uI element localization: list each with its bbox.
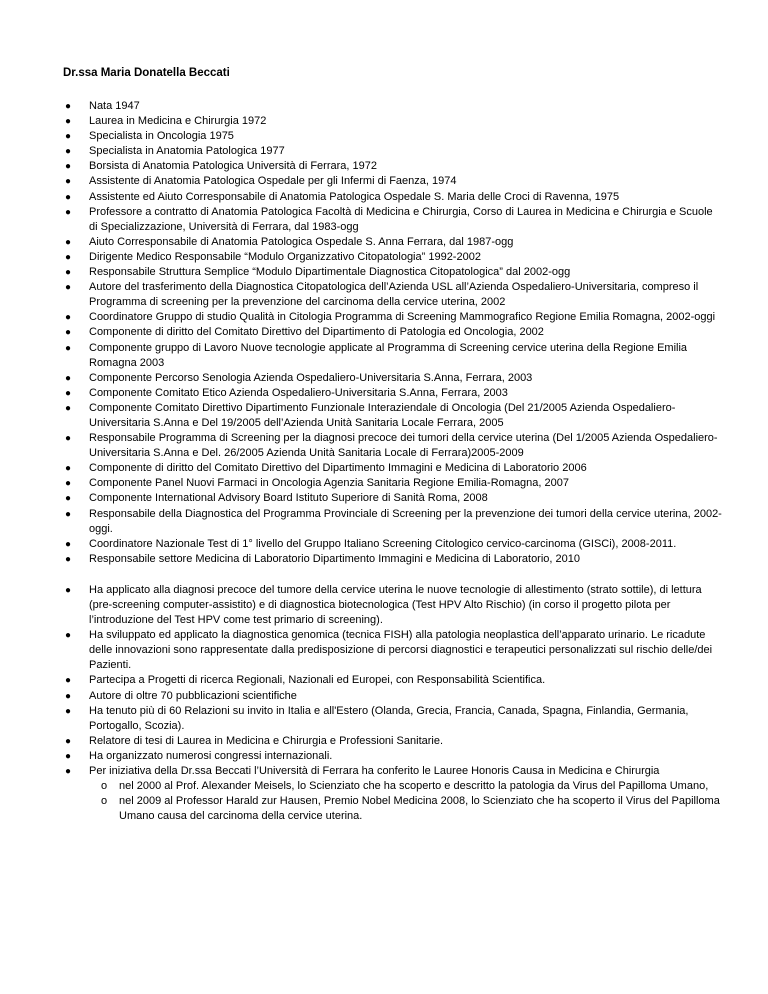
career-item (63, 507, 723, 537)
sublist-item (63, 794, 723, 824)
bullet-icon: ● (65, 161, 72, 173)
list-item-text: Componente Comitato Etico Azienda Ospedaliero-Universitaria S.Anna, Ferrara, 2003 (89, 386, 508, 399)
list-item-text: Coordinatore Gruppo di studio Qualità in Citologia Programma di Screening Mammografico Regione Emilia Romagna, 2002-oggi (89, 311, 716, 324)
activity-item (63, 764, 723, 824)
bullet-icon: ● (65, 282, 72, 294)
bullet-icon: ● (65, 146, 72, 158)
bullet-icon: ● (65, 553, 72, 565)
list-item-text: Componente Panel Nuovi Farmaci in Oncologia Agenzia Sanitaria Regione Emilia-Romagna, 2007 (89, 477, 569, 490)
bullet-icon: ● (65, 478, 72, 490)
bullet-icon: ● (65, 251, 72, 263)
list-item-text: Coordinatore Nazionale Test di 1° livello del Gruppo Italiano Screening Citologico cervico-carcinoma (GISCi), 2008-2011. (89, 537, 677, 550)
career-item (63, 144, 723, 159)
career-item (63, 250, 723, 265)
bullet-icon: ● (65, 372, 72, 384)
activity-item (63, 704, 723, 734)
bullet-icon: ● (65, 101, 72, 112)
activity-item (63, 583, 723, 628)
bullet-icon: ● (65, 433, 72, 445)
career-item (63, 265, 723, 280)
sublist-item (63, 779, 723, 794)
career-item (63, 431, 723, 461)
activity-item (63, 689, 723, 704)
career-item (63, 325, 723, 340)
bullet-icon: ● (65, 116, 72, 128)
list-item-text: Componente gruppo di Lavoro Nuove tecnologie applicate al Programma di Screening cervice uterina della Regione Emilia Romagna 2003 (89, 341, 688, 369)
list-item-text: Componente di diritto del Comitato Direttivo del Dipartimento Immagini e Medicina di Laboratorio 2006 (89, 462, 587, 475)
career-item (63, 341, 723, 371)
list-item-text: Specialista in Oncologia 1975 (89, 130, 234, 143)
list-item-text: Assistente ed Aiuto Corresponsabile di Anatomia Patologica Ospedale S. Maria delle Croci di Ravenna, 1975 (89, 190, 620, 203)
career-item (63, 371, 723, 386)
career-item (63, 537, 723, 552)
career-item (63, 190, 723, 205)
list-item-text: Professore a contratto di Anatomia Patologica Facoltà di Medicina e Chirurgia, Corso di Laurea in Medicina e Chirurgia e Scuole di Specializzazione, Università di Ferrara, dal 1983-ogg (89, 205, 713, 233)
bullet-icon: ● (65, 690, 72, 702)
bullet-icon: ● (65, 387, 72, 399)
list-item-text: Dirigente Medico Responsabile “Modulo Organizzativo Citopatologia” 1992-2002 (89, 250, 481, 263)
career-item (63, 386, 723, 401)
bullet-icon: ● (65, 312, 72, 324)
career-item (63, 401, 723, 431)
bullet-icon: ● (65, 508, 72, 520)
bullet-icon: ● (65, 131, 72, 143)
career-item (63, 114, 723, 129)
list-item-text: Autore di oltre 70 pubblicazioni scientifiche (89, 689, 297, 702)
bullet-icon: ● (65, 750, 72, 762)
list-item-text: Specialista in Anatomia Patologica 1977 (89, 145, 285, 158)
sublist-item-text: nel 2009 al Professor Harald zur Hausen, Premio Nobel Medicina 2008, lo Scienziato che ha scoperto il Virus del Papilloma Umano causa del carcinoma della cervice uterina. (119, 795, 720, 823)
list-item-text: Responsabile Struttura Semplice “Modulo Dipartimentale Diagnostica Citopatologica” dal 2002-ogg (89, 266, 571, 279)
bullet-icon: ● (65, 766, 72, 778)
list-item-text: Componente Comitato Direttivo Dipartimento Funzionale Interaziendale di Oncologia (Del 21/2005 Azienda Ospedaliero-Universitaria S.Anna e Del 19/2005 dell’Azienda Unità Sanitaria Locale Ferrara, 2005 (89, 401, 676, 429)
bullet-icon: ● (65, 463, 72, 475)
career-item (63, 235, 723, 250)
list-item-text: Ha organizzato numerosi congressi internazionali. (89, 749, 333, 762)
career-item (63, 461, 723, 476)
list-item-text: Autore del trasferimento della Diagnostica Citopatologica dell’Azienda USL all’Azienda Ospedaliero-Universitaria, compreso il Programma di screening per la prevenzione del carcinoma della cervice uterina, 2002 (89, 281, 699, 309)
bullet-icon: ● (65, 327, 72, 339)
bullet-icon: ● (65, 267, 72, 279)
career-item (63, 99, 723, 114)
activities-list (63, 583, 723, 825)
career-item (63, 476, 723, 491)
list-item-text: Responsabile della Diagnostica del Programma Provinciale di Screening per la prevenzione dei tumori della cervice uterina, 2002-oggi. (89, 507, 722, 535)
bullet-icon: ● (65, 630, 72, 642)
bullet-icon: ● (65, 705, 72, 717)
list-item-text: Componente International Advisory Board Istituto Superiore di Sanità Roma, 2008 (89, 492, 488, 505)
list-item-text: Responsabile Programma di Screening per la diagnosi precoce dei tumori della cervice uterina (Del 1/2005 Azienda Ospedaliero-Universitaria S.Anna e Del. 26/2005 Azienda Unità Sanitaria Locale di Ferrara)2005-2009 (89, 432, 718, 460)
career-item (63, 129, 723, 144)
list-item-text: Partecipa a Progetti di ricerca Regionali, Nazionali ed Europei, con Responsabilità Scientifica. (89, 674, 546, 687)
list-item-text: Ha sviluppato ed applicato la diagnostica genomica (tecnica FISH) alla patologia neoplastica dell’apparato urinario. Le ricadute delle innovazioni sono rappresentate dalla predisposizione di percorsi diagnostici e terapeutici personalizzati sul rischio delle/dei Pazienti. (89, 629, 713, 672)
bullet-icon: ● (65, 206, 72, 218)
bullet-icon: ● (65, 675, 72, 687)
list-item-text: Laurea in Medicina e Chirurgia 1972 (89, 115, 267, 128)
list-item-text: Relatore di tesi di Laurea in Medicina e Chirurgia e Professioni Sanitarie. (89, 734, 444, 747)
document-page (63, 66, 723, 824)
list-item-text: Componente di diritto del Comitato Direttivo del Dipartimento di Patologia ed Oncologia, 2002 (89, 326, 544, 339)
page-title: Dr.ssa Maria Donatella Beccati (63, 67, 230, 79)
bullet-icon: ● (65, 236, 72, 248)
bullet-icon: ● (65, 342, 72, 354)
bullet-icon: ● (65, 584, 72, 596)
list-item-text: Componente Percorso Senologia Azienda Ospedaliero-Universitaria S.Anna, Ferrara, 2003 (89, 371, 533, 384)
list-item-text: Ha tenuto più di 60 Relazioni su invito in Italia e all'Estero (Olanda, Grecia, Francia, Canada, Spagna, Finlandia, Germania, Portogallo, Scozia). (89, 704, 689, 732)
bullet-icon: ● (65, 402, 72, 414)
honoris-causa-sublist (63, 779, 723, 824)
bullet-icon: ● (65, 191, 72, 203)
list-item-text: Responsabile settore Medicina di Laboratorio Dipartimento Immagini e Medicina di Laboratorio, 2010 (89, 552, 580, 565)
career-item (63, 552, 723, 567)
activity-item (63, 673, 723, 688)
bullet-icon: ● (65, 735, 72, 747)
bullet-icon: ● (65, 538, 72, 550)
list-item-text: Ha applicato alla diagnosi precoce del tumore della cervice uterina le nuove tecnologie di allestimento (strato sottile), di lettura (pre-screening computer-assistito) e di diagnostica biotecnologica (Test HPV Alto Rischio) (in corso il progetto pilota per l’introduzione del Test HPV come test primario di screening). (89, 583, 702, 627)
bullet-icon: ● (65, 493, 72, 505)
list-item-text: Aiuto Corresponsabile di Anatomia Patologica Ospedale S. Anna Ferrara, dal 1987-ogg (89, 235, 514, 248)
circle-bullet-icon: o (101, 780, 108, 793)
list-item-text: Nata 1947 (89, 100, 140, 112)
career-item (63, 491, 723, 506)
list-item-text: Per iniziativa della Dr.ssa Beccati l’Università di Ferrara ha conferito le Lauree Honoris Causa in Medicina e Chirurgia (89, 765, 660, 778)
activity-item (63, 749, 723, 764)
career-item (63, 159, 723, 174)
list-item-text: Assistente di Anatomia Patologica Ospedale per gli Infermi di Faenza, 1974 (89, 175, 457, 188)
career-item (63, 174, 723, 189)
sublist-item-text: nel 2000 al Prof. Alexander Meisels, lo Scienziato che ha scoperto e descritto la patologia da Virus del Papilloma Umano, (119, 780, 709, 793)
career-list (63, 99, 723, 567)
section-gap (63, 567, 723, 583)
list-item-text: Borsista di Anatomia Patologica Università di Ferrara, 1972 (89, 160, 377, 173)
activity-item (63, 734, 723, 749)
activity-item (63, 628, 723, 673)
career-item (63, 310, 723, 325)
circle-bullet-icon: o (101, 795, 108, 808)
career-item (63, 205, 723, 235)
bullet-icon: ● (65, 176, 72, 188)
career-item (63, 280, 723, 310)
